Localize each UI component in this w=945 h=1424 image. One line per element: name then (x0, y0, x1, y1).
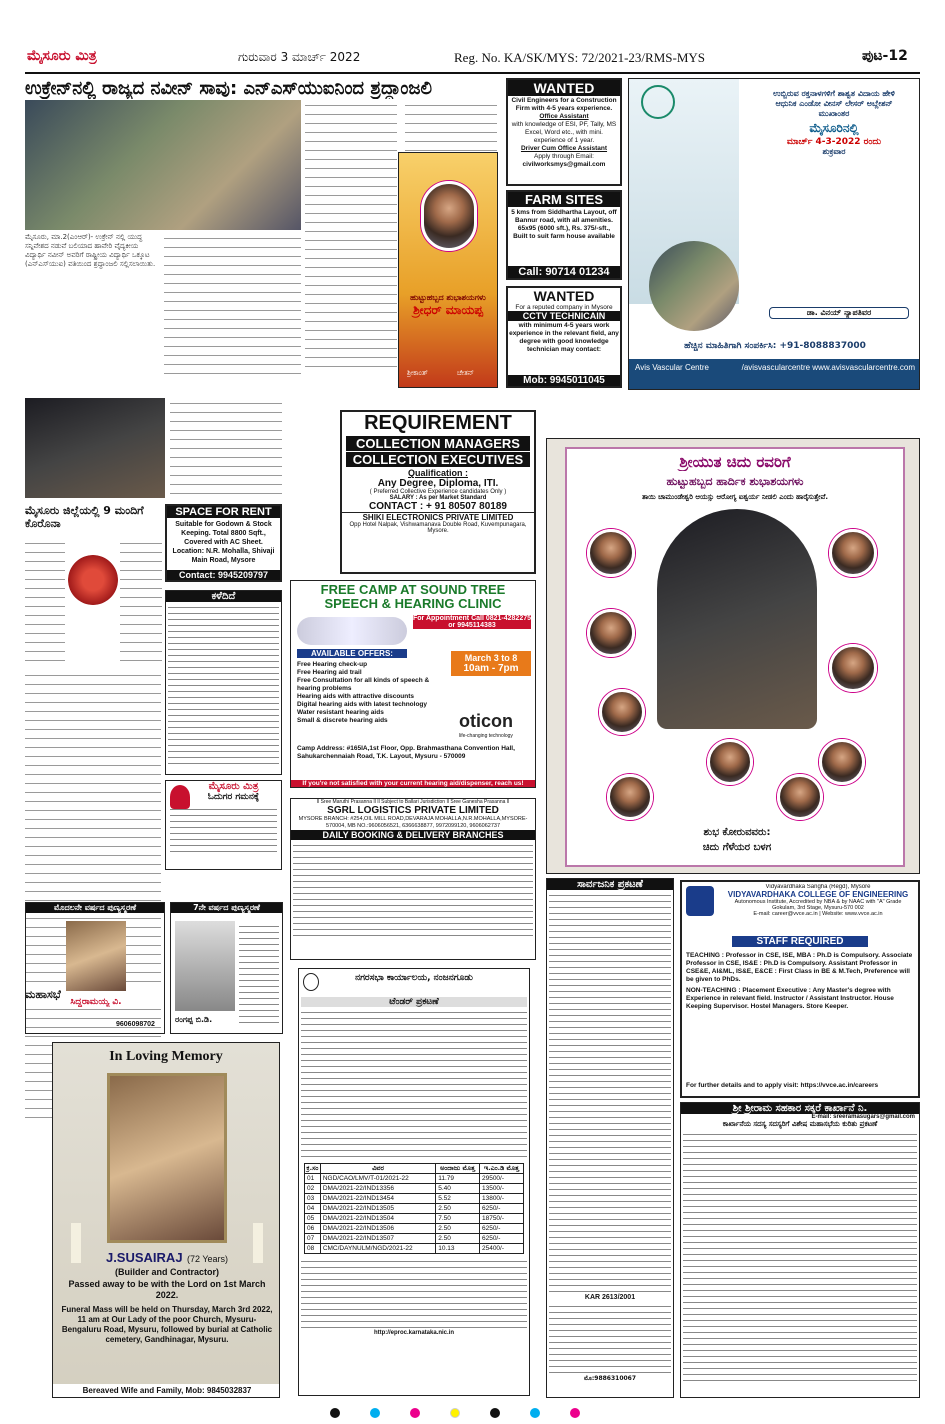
avis-proc: ಆಧುನಿಕ ಎಂಡೋ ವೀನಸ್ ಲೇಸರ್ ಅಬ್ಲೇಶನ್ ಮುಖಾಂತರ (775, 99, 893, 118)
virus-icon (68, 555, 118, 605)
avis-intro: ಉಬ್ಬಿರುವ ರಕ್ತನಾಳಗಳಿಗೆ ಶಾಶ್ವತ ವಿದಾಯ ಹೇಳಿ (773, 89, 895, 98)
table-cell: 13800/- (479, 1194, 523, 1204)
public-notice (546, 878, 674, 1398)
memorial-foot: Bereaved Wife and Family, Mob: 9845032837 (53, 1384, 280, 1397)
table-cell: 6250/- (479, 1234, 523, 1244)
lead-body-col2 (164, 233, 301, 378)
memorial-name: J.SUSAIRAJ (105, 1250, 183, 1265)
table-cell: 08 (305, 1244, 321, 1254)
wanted-1-l4: Driver Cum Office Assistant (520, 145, 608, 152)
table-row (305, 1184, 524, 1194)
wanted-ad-1 (506, 78, 622, 186)
obituary-1 (25, 902, 165, 1034)
birthday-small-n1: ಶ್ರೀಕಾಂತ್ (407, 369, 428, 377)
sugar-email: E-mail: sreeramasugars@gmail.com (811, 1114, 915, 1120)
birthday-title: ಶ್ರೀಯುತ ಚಿದು ರವರಿಗೆ (679, 453, 791, 471)
req-degree: Any Degree, Diploma, ITI. (377, 478, 499, 489)
table-cell: 13500/- (479, 1184, 523, 1194)
req-title: REQUIREMENT (364, 412, 512, 434)
wanted-1-title: WANTED (508, 80, 620, 96)
hearing-offers-title: AVAILABLE OFFERS: (297, 649, 407, 658)
memorial-role: (Builder and Contractor) (114, 1267, 219, 1277)
hearing-aid-image (297, 617, 407, 645)
birthday-group: ಚಿದು ಗೆಳೆಯರ ಬಳಗ (702, 842, 772, 853)
memorial-mass: Funeral Mass will be held on Thursday, March 3rd 2022, 11 am at Our Lady of the poor Church, Mysuru-Bengaluru Road, Mysuru, followed by burial at Catholic cemetery, Gandhinagar, Mysuru. (61, 1305, 273, 1344)
emblem-icon (170, 785, 190, 809)
table-cell: 18750/- (479, 1214, 523, 1224)
table-cell: 01 (305, 1174, 321, 1184)
sgrl-name: SGRL LOGISTICS PRIVATE LIMITED (327, 805, 499, 816)
public-notice-reg: KAR 2613/2001 (584, 1294, 636, 1301)
memorial-ad (52, 1042, 280, 1398)
table-cell: 03 (305, 1194, 321, 1204)
table-cell: 02 (305, 1184, 321, 1194)
readers-notice (165, 780, 282, 870)
public-notice-title: ಸಾರ್ವಜನಿಕ ಪ್ರಕಟಣೆ (547, 879, 673, 890)
friend-photo-2 (587, 609, 635, 657)
lead-body-col3 (305, 100, 397, 375)
corona-text-2 (120, 538, 162, 668)
hearing-brand-sub: life-changing technology (459, 733, 513, 739)
lost-title: ಕಳೆದಿದೆ (166, 591, 281, 602)
table-cell: 25400/- (479, 1244, 523, 1254)
memorial-photo (107, 1073, 227, 1243)
avis-date: ಮಾರ್ಚ್ 4-3-2022 ರಂದು (786, 137, 882, 147)
table-cell: 6250/- (479, 1204, 523, 1214)
table-cell: 6250/- (479, 1224, 523, 1234)
birthday-ad-large (546, 438, 920, 874)
table-row (305, 1224, 524, 1234)
wanted-2-mob: Mob: 9945011045 (508, 375, 620, 386)
req-salary: SALARY : As per Market Standard (389, 495, 487, 501)
table-cell: DMA/2021-22/IND13506 (320, 1224, 435, 1234)
memorial-age: (72 Years) (187, 1254, 229, 1264)
table-cell: 10.13 (436, 1244, 480, 1254)
friend-photo-9 (777, 774, 823, 820)
req-addr: Opp Hotel Nalpak, Vishwamanava Double Road, Kuvempunagara, Mysore. (349, 522, 527, 534)
tender-notice (298, 968, 530, 1396)
wanted-2-sub: For a reputed company in Mysore (515, 304, 613, 311)
sugar-notice: ಕಾರ್ಖಾನೆಯ ಸದಸ್ಯ ಸದಸ್ಯರಿಗೆ ವಿಶೇಷ ಮಹಾಸಭೆಯ ಕುರಿತು ಪ್ರಕಟಣೆ (722, 1120, 878, 1128)
req-qual: Qualification : (407, 468, 468, 478)
tender-portal: http://eproc.karnataka.nic.in (373, 1330, 455, 1336)
req-contact: CONTACT : + 91 80507 80189 (369, 501, 507, 512)
vvce-sangha: Vidyavardhaka Sangha (Regd), Mysore (765, 884, 871, 890)
avis-logo-icon (641, 85, 675, 119)
table-row (305, 1244, 524, 1254)
req-p1: COLLECTION MANAGERS (346, 436, 530, 451)
memorial-passed: Passed away to be with the Lord on 1st March 2022. (68, 1279, 266, 1300)
table-cell: DMA/2021-22/IND13505 (320, 1204, 435, 1214)
rent-contact: Contact: 9945209797 (167, 570, 280, 580)
table-cell: 07 (305, 1234, 321, 1244)
sgrl-top: Il Sree Maruthi Prasanna Il Il Subject to Ballari Jurisdiction Il Sree Ganesha Prasanna Il (316, 799, 510, 805)
obit-1-title: ಮೊದಲನೇ ವರ್ಷದ ಪುಣ್ಯಸ್ಮರಣೆ (26, 903, 164, 913)
registration-number: Reg. No. KA/SK/MYS: 72/2021-23/RMS-MYS (454, 50, 706, 65)
sugar-title: ಶ್ರೀ ಶ್ರೀರಾಮ ಸಹಕಾರ ಸಕ್ಕರೆ ಕಾರ್ಖಾನೆ ನಿ. (681, 1103, 919, 1114)
friend-photo-7 (819, 739, 865, 785)
vvce-nonteaching: NON-TEACHING : Placement Executive : Any Master's degree with Experience in relevant field. Instructor / Assistant Instructor. House Keeping Supervisor. Hostel Managers. Store Keeper. (686, 987, 894, 1010)
lead-body-text: ಮೈಸೂರು, ಮಾ.2(ಎಂಆರ್)- ಉಕ್ರೇನ್ ನಲ್ಲಿ ಯುದ್ಧ ಸನ್ನಿವೇಶದ ನಡುವೆ ಬಲಿಯಾದ ಹಾವೇರಿ ವೈದ್ಯಕೀಯ ವಿದ್ಯಾರ್ಥಿ ನವೀನ್ ಅವರಿಗೆ ರಾಷ್ಟ್ರೀಯ ವಿದ್ಯಾರ್ಥಿ ಒಕ್ಕೂಟ (ಎನ್‌ಎಸ್‌ಯುಐ) ವತಿಯಿಂದ ಶ್ರದ್ಧಾಂಜಲಿ ಸಲ್ಲಿಸಲಾಯಿತು. (25, 233, 156, 268)
birthday-small-photo (421, 181, 477, 251)
table-cell: 11.79 (436, 1174, 480, 1184)
wanted-2-title: WANTED (533, 288, 595, 304)
hearing-offer-1: Free Hearing aid trail (297, 669, 362, 676)
sgrl-logistics-ad (290, 798, 536, 960)
friend-photo-4 (829, 644, 877, 692)
requirement-ad (340, 410, 536, 574)
table-cell: NGD/CAO/LMV/T-01/2021-22 (320, 1174, 435, 1184)
birthday-line: ತಾಯಿ ಚಾಮುಂಡೇಶ್ವರಿ ಆಯಸ್ಸು ಆರೋಗ್ಯ ಐಶ್ವರ್ಯ ನೀಡಲಿ ಎಂದು ಹಾರೈಸುತ್ತೇವೆ. (641, 493, 829, 501)
govt-emblem-icon (303, 973, 319, 991)
public-notice-mob: ಮೊ:9886310067 (583, 1375, 637, 1382)
page-number: ಪುಟ-12 (862, 48, 908, 64)
wanted-1-l1: Civil Engineers for a Construction Firm with 4-5 years experience. (511, 97, 617, 112)
vvce-sub: Autonomous Institute, Accredited by NBA & by NAAC with "A" Grade (734, 899, 902, 905)
vvce-addr: Gokulam, 3rd Stage, Mysuru-570 002 (772, 905, 864, 911)
table-row (305, 1214, 524, 1224)
header-rule (25, 72, 920, 74)
felicitation-photo (25, 398, 165, 498)
felicitation-article (170, 398, 282, 498)
lead-photo (25, 100, 301, 230)
avis-doctor: ಡಾ. ವಿನಯ್ ನ್ಯಾಪತಿವರ (769, 307, 909, 319)
table-cell: DMA/2021-22/IND13507 (320, 1234, 435, 1244)
obit-2-name: ರಂಗಪ್ಪ ಬಿ.ಡಿ. (175, 1015, 213, 1024)
table-cell: 2.50 (436, 1204, 480, 1214)
tender-h1: ವಿವರ (320, 1164, 435, 1174)
avis-brand: Avis Vascular Centre (635, 363, 709, 372)
avis-city: ಮೈಸೂರಿನಲ್ಲಿ (809, 121, 859, 135)
obit-2-title: 7ನೇ ವರ್ಷದ ಪುಣ್ಯಸ್ಮರಣೆ (171, 903, 282, 913)
wanted-1-l2: Office Assistant (539, 113, 589, 120)
tender-table (304, 1163, 524, 1254)
obit-1-photo (66, 921, 126, 991)
page-header (0, 0, 945, 78)
birthday-small-title: ಹುಟ್ಟುಹಬ್ಬದ ಶುಭಾಶಯಗಳು (410, 293, 486, 302)
vvce-staff-ad (680, 880, 920, 1098)
avis-vascular-ad (628, 78, 920, 390)
farm-body: 5 kms from Siddhartha Layout, off Bannur road, with all amenities. 65x95 (6000 sft.), Rs. 375/-sft., Built to suit farm house available (511, 209, 617, 240)
tender-h2: ಅಂದಾಜು ಮೊತ್ತ (436, 1164, 480, 1174)
lead-headline: ಉಕ್ರೇನ್‌ನಲ್ಲಿ ರಾಜ್ಯದ ನವೀನ್ ಸಾವು: ಎನ್‌ಎಸ್‌ಯುಐನಿಂದ ಶ್ರದ್ಧಾಂಜಲಿ (25, 78, 432, 99)
table-cell: 05 (305, 1214, 321, 1224)
friend-photo-1 (587, 529, 635, 577)
obit-1-phone: 9606098702 (116, 1021, 155, 1028)
lead-body (25, 233, 160, 378)
tender-title: ಟೆಂಡರ್ ಪ್ರಕಟಣೆ (301, 997, 527, 1007)
sgrl-addr: MYSORE BRANCH: #254,OIL MILL ROAD,DEVARAJA MOHALLA,N.R.MOHALLA,MYSORE-570004, MB NO.:9606056521, 6366638877, 9972099120, 9606062737 (298, 816, 528, 829)
birthday-main-photo (657, 509, 817, 729)
hearing-camp: Camp Address: #165IA,1st Floor, Opp. Brahmasthana Convention Hall, Sahukarchennaiah Road, T.K. Layout, Mysuru - 570009 (297, 745, 515, 760)
hearing-offer-2: Free Consultation for all kinds of speech & hearing problems (297, 677, 430, 692)
table-cell: 5.40 (436, 1184, 480, 1194)
obit-1-name: ಸಿದ್ದರಾಮಯ್ಯ ವಿ. (70, 997, 122, 1007)
hearing-offer-0: Free Hearing check-up (297, 661, 368, 668)
req-p2: COLLECTION EXECUTIVES (346, 452, 530, 467)
tender-office: ನಗರಸಭಾ ಕಾರ್ಯಾಲಯ, ನಂಜನಗೂಡು (355, 973, 473, 983)
table-cell: 5.52 (436, 1194, 480, 1204)
corona-text-1 (25, 538, 65, 668)
tender-h0: ಕ್ರ.ಸಂ (306, 1164, 319, 1172)
farm-call: Call: 90714 01234 (508, 266, 620, 278)
avis-doctor-photo (649, 241, 739, 331)
birthday-small-name: ಶ್ರೀಧರ್ ಮಾಯಪ್ಪ (413, 303, 483, 317)
corona-headline: ಮೈಸೂರು ಜಿಲ್ಲೆಯಲ್ಲಿ 9 ಮಂದಿಗೆ ಕೊರೊನಾ (25, 504, 144, 530)
birthday-small-n2: ಚೇತನ್ (457, 369, 474, 377)
obituary-2 (170, 902, 283, 1034)
vvce-teaching: TEACHING : Professor in CSE, ISE, MBA : Ph.D is Compulsory. Associate Professor in CSE, IS&E : Ph.D is Compulsory. Assistant Professor in CSE&E, AI&ML, IS&E, E&CE : First Class in BE & M.Tech, Preference will be given to PhDs. (686, 952, 913, 983)
table-row (305, 1174, 524, 1184)
sugar-factory-notice (680, 1102, 920, 1398)
obit-2-text (239, 923, 279, 1023)
table-cell: 04 (305, 1204, 321, 1214)
vvce-college: VIDYAVARDHAKA COLLEGE OF ENGINEERING (727, 890, 909, 899)
readers-masthead: ಮೈಸೂರು ಮಿತ್ರ (208, 781, 259, 792)
readers-title: ಓದುಗರ ಗಮನಕ್ಕೆ (207, 792, 260, 802)
hearing-time: 10am - 7pm (463, 663, 519, 674)
table-cell: CMC/DAYNULM/NGD/2021-22 (320, 1244, 435, 1254)
vvce-foot: For further details and to apply visit: https://vvce.ac.in/careers (686, 1082, 879, 1089)
friend-photo-6 (707, 739, 753, 785)
table-cell: 29500/- (479, 1174, 523, 1184)
req-company: SHIKI ELECTRONICS PRIVATE LIMITED (342, 512, 534, 522)
avis-phone: ಹೆಚ್ಚಿನ ಮಾಹಿತಿಗಾಗಿ ಸಂಪರ್ಕಿಸಿ: +91-8088837000 (684, 341, 866, 351)
hearing-offer-5: Water resistant hearing aids (297, 709, 384, 716)
birthday-ad-small (398, 152, 498, 388)
masthead: ಮೈಸೂರು ಮಿತ್ರ (27, 48, 97, 64)
wanted-ad-2 (506, 286, 622, 388)
space-for-rent-ad (165, 504, 282, 582)
print-registration-marks (330, 1408, 610, 1418)
table-cell: 7.50 (436, 1214, 480, 1224)
hearing-brand: oticon (459, 711, 513, 731)
table-row (305, 1204, 524, 1214)
vvce-email: E-mail: career@vvce.ac.in | Website: www.vvce.ac.in (753, 911, 883, 917)
table-cell: 2.50 (436, 1234, 480, 1244)
wanted-1-l6: civilworksmys@gmail.com (522, 161, 606, 168)
table-row (305, 1194, 524, 1204)
req-note: ( Preferred Collective Experience candidates Only ) (369, 489, 507, 495)
table-cell: DMA/2021-22/IND13356 (320, 1184, 435, 1194)
dateline: ಗುರುವಾರ 3 ಮಾರ್ಚ್ 2022 (238, 50, 361, 64)
friend-photo-3 (829, 529, 877, 577)
rent-title: SPACE FOR RENT (167, 506, 280, 518)
lost-notice (165, 590, 282, 775)
wanted-2-body: with minimum 4-5 years work experience in the relevant field, any degree with good knowledge technician may contact: (509, 322, 619, 353)
obit-2-photo (175, 921, 235, 1011)
birthday-sub: ಹುಟ್ಟುಹಬ್ಬದ ಹಾರ್ದಿಕ ಶುಭಾಶಯಗಳು (666, 475, 804, 488)
hearing-offer-3: Hearing aids with attractive discounts (297, 693, 415, 700)
farm-title: FARM SITES (508, 192, 620, 207)
table-cell: 2.50 (436, 1224, 480, 1234)
vvce-banner: STAFF REQUIRED (732, 936, 868, 947)
table-cell: DMA/2021-22/IND13454 (320, 1194, 435, 1204)
hearing-dates: March 3 to 8 (464, 653, 518, 663)
wanted-1-l3: with knowledge of ESI, PF, Tally, MS Excel, Word etc., with mini. experience of 1 year. (511, 121, 617, 144)
vvce-logo-icon (686, 886, 714, 916)
birthday-from: ಶುಭ ಕೋರುವವರು: (703, 827, 771, 838)
wanted-1-l5: Apply through Email: (534, 153, 594, 160)
mahasabha-title: ಮಹಾಸಭೆ (25, 988, 61, 1001)
table-row (305, 1234, 524, 1244)
friend-photo-8 (607, 774, 653, 820)
hearing-clinic-ad (290, 580, 536, 788)
hearing-offer-4: Digital hearing aids with latest technology (297, 701, 428, 708)
rent-body: Suitable for Godown & Stock Keeping. Total 8800 Sqft., Covered with AC Sheet. Location: N.R. Mohalla, Shivaji Main Road, Mysore (172, 521, 275, 564)
hearing-offer-6: Small & discrete hearing aids (297, 717, 388, 724)
farm-sites-ad (506, 190, 622, 280)
tender-h3: ಇ.ಎಂ.ಡಿ ಮೊತ್ತ (479, 1164, 523, 1174)
hearing-foot: If you're not satisfied with your current hearing aid/dispenser, reach us! (291, 780, 535, 787)
avis-day: ಶುಕ್ರವಾರ (822, 147, 846, 156)
avis-web: /avisvascularcentre www.avisvascularcentre.com (741, 363, 915, 372)
hearing-title: FREE CAMP AT SOUND TREE SPEECH & HEARING CLINIC (320, 582, 506, 611)
hearing-appt: For Appointment Call 0821-4282275 or 9945114383 (413, 615, 531, 629)
wanted-2-role: CCTV TECHNICAIN (508, 311, 620, 321)
table-cell: DMA/2021-22/IND13504 (320, 1214, 435, 1224)
table-cell: 06 (305, 1224, 321, 1234)
memorial-title: In Loving Memory (109, 1049, 223, 1064)
sgrl-banner: DAILY BOOKING & DELIVERY BRANCHES (291, 830, 535, 840)
friend-photo-5 (599, 689, 645, 735)
